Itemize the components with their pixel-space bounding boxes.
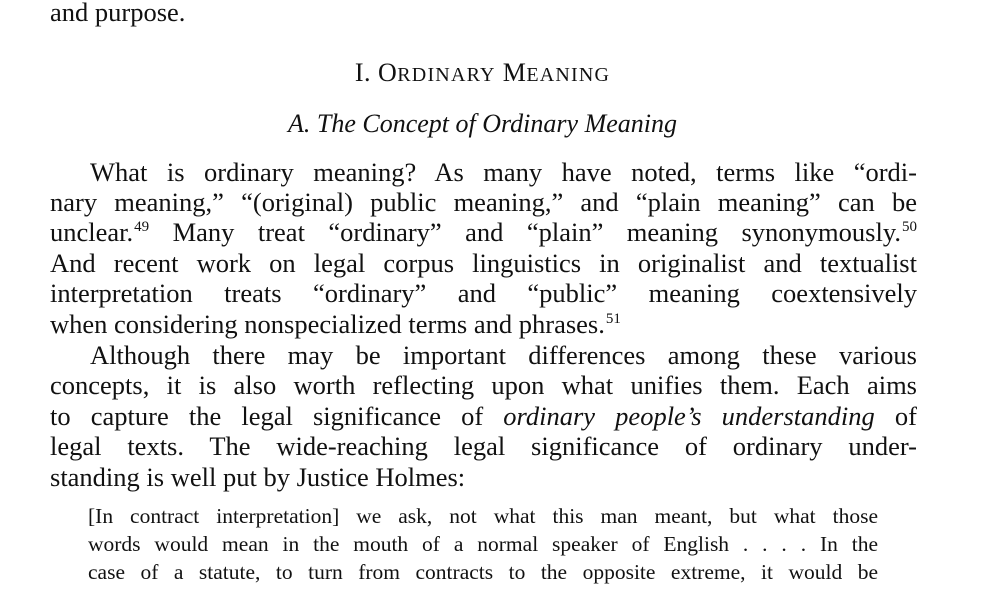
block-quote-line: words would mean in the mouth of a normal speaker of English . . . . In the	[88, 532, 878, 556]
block-quote-line: case of a statute, to turn from contracts to the opposite extreme, it would be	[88, 560, 878, 584]
paragraph-line: interpretation treats “ordinary” and “public” meaning coextensively	[50, 278, 917, 308]
paragraph-line: nary meaning,” “(original) public meaning,” and “plain meaning” can be	[50, 187, 917, 217]
footnote-marker: 50	[902, 219, 917, 235]
paragraph-line: legal texts. The wide-reaching legal significance of ordinary under-	[50, 431, 917, 461]
paragraph-line: unclear.$^{49}$ Many treat “ordinary” and “plain” meaning synonymously.$^{50}$	[50, 217, 917, 247]
paragraph-line: concepts, it is also worth reflecting upon what unifies them. Each aims	[50, 370, 917, 400]
paragraph-line: And recent work on legal corpus linguistics in originalist and textualist	[50, 248, 917, 278]
paragraph-line: standing is well put by Justice Holmes:	[50, 462, 466, 492]
footnote-marker: 51	[605, 311, 621, 327]
subheading: A. The Concept of Ordinary Meaning	[288, 109, 677, 138]
section-title: ORDINARY MEANING	[377, 58, 611, 87]
paragraph-line: when considering nonspecialized terms and phrases.$^{51}$	[50, 309, 621, 339]
paragraph-line: Although there may be important differences among these various	[90, 340, 917, 370]
paragraph-line: to capture the legal significance of ordinary people’s understanding of	[50, 401, 917, 431]
footnote-marker: 49	[134, 219, 150, 235]
paragraph-line: What is ordinary meaning? As many have noted, terms like “ordi-	[90, 157, 917, 187]
top-fragment: and purpose.	[50, 0, 186, 27]
section-heading	[0, 58, 965, 90]
block-quote-line: [In contract interpretation] we ask, not what this man meant, but what those	[88, 504, 878, 528]
emphasis-text: ordinary people’s understanding	[503, 401, 875, 431]
section-numeral: I.	[354, 58, 371, 87]
